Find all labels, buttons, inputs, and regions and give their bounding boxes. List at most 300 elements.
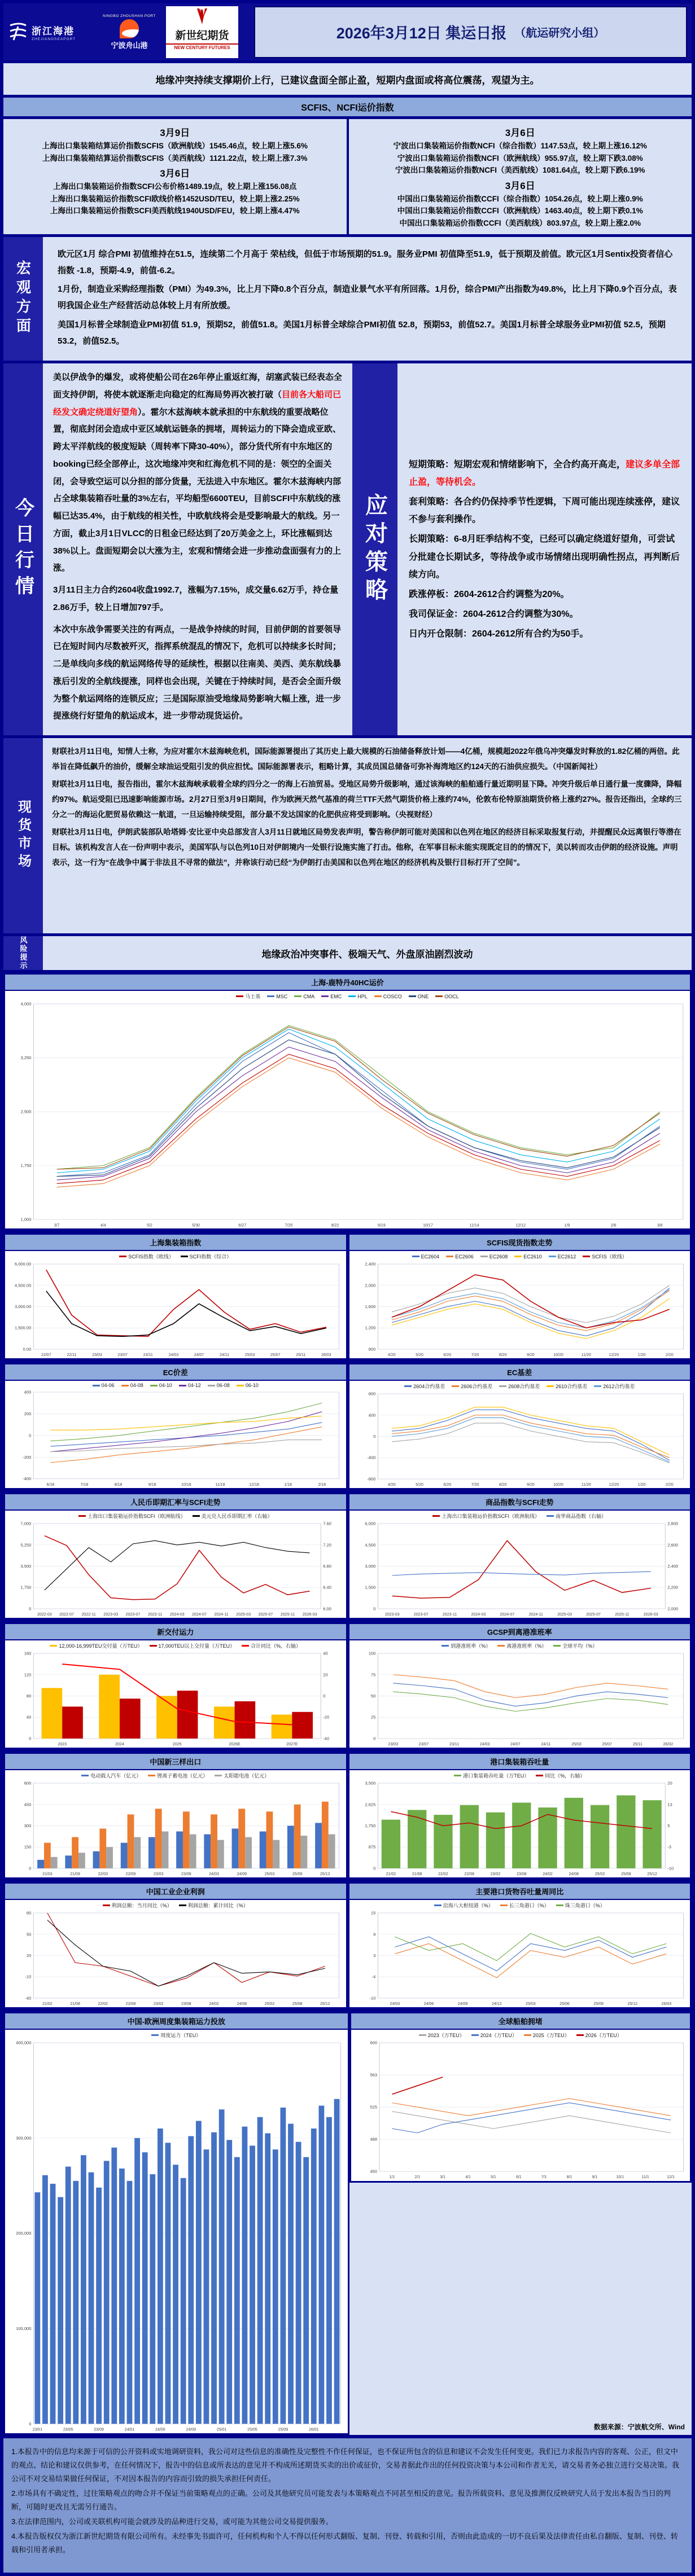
svg-text:2025-11: 2025-11 [280,1613,295,1617]
svg-text:24/09: 24/09 [457,2002,467,2007]
legend-item: EC2612 [549,1253,576,1260]
svg-text:525: 525 [370,2104,377,2110]
svg-text:2023-07: 2023-07 [413,1613,429,1617]
svg-text:400: 400 [24,1390,32,1395]
svg-text:7/20: 7/20 [471,1483,479,1487]
new-century-futures-name: 新世纪期货 [175,29,229,42]
legend-item: 利润总额：当月同比（%） [103,1902,172,1909]
legend-item: 南华商品指数（右轴） [547,1512,606,1520]
svg-text:21/03: 21/03 [42,1872,53,1877]
svg-text:450: 450 [24,1802,32,1807]
legend-item: 锂离子蓄电池（亿元） [148,1772,208,1779]
svg-text:2,625: 2,625 [364,1802,375,1807]
svg-text:5/2: 5/2 [147,1223,152,1228]
svg-text:11/20: 11/20 [581,1483,591,1487]
svg-text:1,500.00: 1,500.00 [14,1326,32,1331]
svg-text:0: 0 [373,1736,375,1741]
svg-text:3,500: 3,500 [20,1564,32,1569]
strategy-red-note: 建议多单全部止盈，等待机会。 [409,459,680,487]
svg-text:24/08: 24/08 [237,2002,247,2007]
svg-text:75: 75 [370,1672,375,1678]
legend-item: CMA [294,993,314,1000]
svg-text:24/01: 24/01 [124,2428,135,2432]
svg-text:1,750: 1,750 [20,1163,32,1169]
svg-text:2,400: 2,400 [364,1261,375,1267]
chart-row-5 [3,1622,692,1752]
legend-item: 到港准班率（%） [442,1642,491,1649]
svg-text:12/20: 12/20 [609,1483,619,1487]
legend-item: 04-06 [93,1383,115,1388]
svg-text:20: 20 [323,1672,328,1678]
chart-row-8-right [349,2012,692,2434]
macro-text: 欧元区1月 综合PMI 初值维持在51.5，连续第二个月高于 荣枯线，但低于市场预期的51.9。服务业PMI 初值降至51.9，低于预期及前值。欧元区1月Sentix投资者信心指数 -1.8，预期-4.9，前值-6.2。 1月份，制造业采购经理指数（PMI）为49.3%，比上月下降0.8个百分点，制造业景气水平有所回落。1月份，综合PMI产出指数为49.8%，比上月下降0.9个百分点，表明我国企业生产经营活动总体较上月有所放缓。 美国1月标普全球制造业PMI初值 51.9，预期52，前值51.8。美国1月标普全球综合PMI初值 52.8，预期53，前值52.7。美国1月标普全球服务业PMI初值 52.5，预期53.2，前值52.5。 [58,249,677,346]
svg-text:4/1: 4/1 [465,2175,471,2180]
svg-text:21/08: 21/08 [70,2002,80,2007]
svg-text:2,800: 2,800 [667,1521,678,1526]
svg-text:600: 600 [370,2040,377,2046]
spot-label: 现货市场 [3,738,43,933]
svg-text:6.00: 6.00 [323,1606,331,1612]
legend-item: 同比（%，右轴） [536,1772,585,1779]
svg-text:-10: -10 [25,1974,32,1980]
chart-plot [5,1520,346,1618]
svg-text:23/03: 23/03 [388,1743,398,1747]
logo-strip [8,6,238,58]
svg-text:40: 40 [323,1651,328,1656]
svg-text:160: 160 [24,1651,32,1656]
svg-text:563: 563 [370,2072,377,2078]
svg-text:2023-11: 2023-11 [442,1613,457,1617]
svg-text:25/11: 25/11 [632,1743,642,1747]
svg-text:6/27: 6/27 [238,1223,247,1228]
legend-item: SCFI指数（综合） [181,1253,232,1260]
svg-text:22/08: 22/08 [125,2002,136,2007]
zhejiang-seaport-logo: 浙江海港 ZHEJIANGSEAPORT [8,21,93,43]
svg-text:-40: -40 [25,1995,32,2001]
svg-text:2024-11: 2024-11 [214,1613,229,1617]
legend-item: 美元兑人民币即期汇率（右轴） [193,1512,273,1520]
svg-text:24/02: 24/02 [209,2002,219,2007]
svg-text:9/20: 9/20 [526,1483,535,1487]
chart-plot [349,1650,690,1748]
spot-market-section [3,738,692,936]
svg-text:25/01: 25/01 [216,2428,227,2432]
svg-text:15: 15 [370,1910,375,1916]
svg-text:2,400: 2,400 [667,1564,678,1569]
svg-text:2/1: 2/1 [414,2175,420,2180]
svg-text:25/09: 25/09 [292,1872,303,1877]
svg-text:2024-03: 2024-03 [471,1613,486,1617]
svg-text:9/1: 9/1 [592,2175,597,2180]
page-title: 2026年3月12日 集运日报 [336,25,507,42]
svg-text:3/6: 3/6 [657,1223,663,1228]
svg-text:50: 50 [26,1932,32,1937]
svg-text:25: 25 [370,1715,375,1721]
svg-text:25/03: 25/03 [525,2002,536,2007]
svg-text:25/02: 25/02 [264,2002,275,2007]
svg-text:0: 0 [373,1606,375,1612]
svg-text:5,250: 5,250 [20,1542,32,1548]
svg-text:2024-07: 2024-07 [192,1613,207,1617]
svg-text:6,000: 6,000 [364,1521,375,1526]
svg-text:7/25: 7/25 [285,1223,293,1228]
chart-global-ship-congestion: 全球船舶拥堵 2023（万TEU） 2024（万TEU） 2025（万TEU） 2026（万TEU） 600 563 525 488 450 1/1 2/1 3/1 4/1 5/1 6/1 7/1 8/1 9/1 10/1 11/1 12/1 [349,2012,692,2182]
disclaimer: 1.本报告中的信息均来源于可信的公开资料或实地调研资料，我公司对这些信息的准确性及完整性不作任何保证，也不保证所包含的信息和建议不会发生任何变更。我们已力求报告内容的客观、公正，但文中的观点、结论和建议仅供参考，在任何情况下，报告中的信息或所表达的意见并不构成所述期货买卖的出价或征价，交易者据此作出的任何投资决策与本公司和作者无关，请交易者务必独立进行交易决策。我公司不对交易结果做任何保证，不对因本报告的内容而引致的损失承担任何责任。 2.市场具有不确定性，过往策略观点的吻合并不保证当前策略观点的正确。公司及其他研究员可能发表与本策略观点不同甚至相反的意见。报告所载资料、意见及推测仅反映研究人员于发出本报告当日的判断，可随时更改且无需另行通告。 3.在法律范围内，公司或关联机构可能会就涉及的品种进行交易，或可能为其他公司交易提供服务。 4.本报告版权仅为浙江新世纪期货有限公司所有。未经事先书面许可，任何机构和个人不得以任何形式翻版、复制、刊登、转载和引用，否则由此造成的一切不良后果及法律责任由私自翻版、复制、刊登、转载和引用者承担。 [3,2435,692,2573]
svg-text:24/03: 24/03 [168,1353,179,1358]
svg-text:4,000: 4,000 [20,1001,32,1007]
legend-item: EC2604 [412,1253,440,1260]
svg-text:25/02: 25/02 [595,1872,605,1877]
svg-text:2022-11: 2022-11 [81,1613,96,1617]
legend-item: OOCL [435,993,459,1000]
legend-item: 2023（万TEU） [419,2031,465,2039]
svg-text:6/1: 6/1 [515,2175,522,2180]
svg-text:2026-03: 2026-03 [302,1613,317,1617]
svg-text:6.80: 6.80 [323,1564,331,1569]
chart-legend [351,2030,690,2039]
chart-plot [349,1261,690,1358]
svg-text:21/02: 21/02 [386,1872,396,1877]
chart-shanghai-container-index: 上海集装箱指数 SCFIS指数（欧线） SCFI指数（综合） 6,000.00 4,500.00 3,000.00 1,500.00 0.00 22/07 22/11 23/03 23/07 23/11 24/03 24/07 24/11 25/03 25/07 25/11 26/03 [3,1233,348,1360]
svg-text:5: 5 [667,1823,670,1829]
svg-text:-3: -3 [667,1845,671,1850]
svg-text:450: 450 [370,2169,377,2175]
svg-text:3: 3 [373,1953,375,1959]
chart-legend [349,1511,690,1520]
svg-text:1/20: 1/20 [637,1483,645,1487]
svg-text:9/18: 9/18 [148,1482,156,1487]
page-subtitle: （航运研究小组） [514,27,605,40]
svg-text:0: 0 [29,1736,32,1741]
legend-item: 太阳能电池（亿元） [215,1772,269,1779]
svg-text:2024-03: 2024-03 [169,1613,185,1617]
chart-new-capacity: 新交付运力 12,000-16,999TEU交付量（万TEU） 17,000TEU以上交付量（万TEU） 合计同比（%，右轴） 160 40 120 20 80 0 40 -20 0 -40 2023 2024 2025 2026E 2027E [3,1622,348,1749]
svg-text:0: 0 [29,1433,32,1438]
svg-text:10/20: 10/20 [553,1353,563,1358]
svg-text:6,000.00: 6,000.00 [14,1261,32,1267]
svg-text:11/18: 11/18 [215,1482,225,1487]
svg-text:-800: -800 [366,1476,375,1482]
svg-text:0: 0 [373,1434,375,1440]
svg-text:24/11: 24/11 [219,1353,230,1358]
svg-text:23/05: 23/05 [63,2428,73,2432]
chart-legend [5,1640,346,1650]
svg-text:23/07: 23/07 [117,1353,128,1358]
chart-plot [349,1520,690,1618]
svg-text:25/03: 25/03 [244,1353,255,1358]
svg-text:2024-11: 2024-11 [528,1613,543,1617]
svg-text:2/20: 2/20 [665,1483,674,1487]
legend-item: 合计同比（%，右轴） [242,1642,301,1649]
svg-text:10/18: 10/18 [181,1482,191,1487]
svg-text:6.40: 6.40 [323,1585,331,1591]
svg-text:400,000: 400,000 [16,2040,32,2046]
legend-item: 2610合约基差 [547,1383,587,1390]
chart-commodity-scfi: 商品指数与SCFI走势 上海出口集装箱运价指数SCFI（欧洲航线） 南华商品指数（右轴） 6,000 2,800 4,500 2,600 3,000 2,400 1,500 2,200 0 2,000 2023-03 2023-07 2023-11 2024-03 2024-07 2024-11 2025-03 2025-07 2025-11 2026-03 [348,1493,692,1620]
svg-text:1,750: 1,750 [20,1585,32,1591]
chart-plot [349,1910,690,2007]
chart-legend [349,1640,690,1650]
chart-gcsp-schedule-reliability: GCSP到离港准班率 到港准班率（%） 离港准班率（%） 全球平均（%） 100 75 50 25 0 23/03 23/07 23/11 24/03 24/07 24/11 25/03 25/07 25/11 26/02 [348,1622,692,1749]
svg-text:-40: -40 [323,1736,330,1741]
svg-text:11/14: 11/14 [469,1223,479,1228]
svg-text:-200: -200 [23,1455,32,1460]
chart-scfis-spot-trend: SCFIS现货指数走势 EC2604 EC2606 EC2608 EC2610 EC2612 SCFIS（欧线） 2,400 2,000 1,600 1,200 800 4/20 5/20 6/20 7/20 8/20 9/20 10/20 11/20 12/20 1/20 2/20 [348,1233,692,1360]
svg-text:25/08: 25/08 [292,2002,303,2007]
svg-text:24/12: 24/12 [491,2002,502,2007]
legend-item: 2612合约基差 [594,1383,635,1390]
svg-text:25/12: 25/12 [320,2002,330,2007]
legend-item: 上海出口集装箱运价指数SCFI（欧洲航线） [432,1512,540,1520]
svg-text:488: 488 [370,2137,377,2143]
chart-row-7 [3,1882,692,2012]
svg-text:22/09: 22/09 [125,1872,136,1877]
chart-legend [5,1381,346,1389]
legend-item: 离港准班率（%） [497,1642,547,1649]
svg-text:7/18: 7/18 [80,1482,89,1487]
svg-text:1/18: 1/18 [284,1482,292,1487]
svg-text:0: 0 [29,1866,32,1871]
legend-item: SCFIS（欧线） [583,1253,627,1260]
svg-text:10/1: 10/1 [616,2175,624,2180]
legend-item: 沿海八大枢纽港（%） [434,1902,493,1909]
svg-text:24/03: 24/03 [479,1743,489,1747]
svg-text:5/20: 5/20 [415,1353,423,1358]
svg-text:-20: -20 [323,1715,330,1721]
svg-text:10/17: 10/17 [423,1223,433,1228]
svg-text:24/11: 24/11 [540,1743,550,1747]
svg-text:875: 875 [368,1845,375,1850]
svg-text:-400: -400 [23,1476,32,1482]
svg-text:24/09: 24/09 [237,1872,247,1877]
svg-text:5/1: 5/1 [490,2175,496,2180]
svg-text:23/09: 23/09 [94,2428,104,2432]
svg-text:22/02: 22/02 [438,1872,448,1877]
svg-text:10/20: 10/20 [553,1483,563,1487]
legend-item: SCFIS指数（欧线） [119,1253,174,1260]
svg-text:8/18: 8/18 [114,1482,123,1487]
svg-text:2025-07: 2025-07 [258,1613,273,1617]
svg-text:12/12: 12/12 [515,1223,526,1228]
chart-row-6 [3,1752,692,1882]
svg-text:22/07: 22/07 [41,1353,51,1358]
chart-row-1 [3,973,692,1233]
chart-row-3 [3,1363,692,1493]
svg-text:80: 80 [26,1910,32,1916]
svg-text:2023: 2023 [58,1743,67,1747]
svg-text:7/1: 7/1 [541,2175,547,2180]
chart-row-8 [3,2012,692,2434]
legend-item: 长三角港口（%） [500,1902,549,1909]
chart-shanghai-rotterdam-40hc: 上海-鹿特丹40HC运价 马士基 MSC CMA EMC HPL COSCO ONE OOCL 4,000 3,250 2,500 1,750 1,000 3/7 4/4 5/2 5/30 6/27 7/25 8/22 9/19 10/17 11/14 12/12 1/9 2/6 3/6 [3,973,692,1230]
svg-text:40: 40 [26,1715,32,1721]
legend-item: ONE [409,993,429,1000]
chart-ec-spread: EC价差 04-06 04-08 04-10 04-12 06-08 06-10 400 200 0 -200 -400 6/18 7/18 8/18 9/18 10/18 11/18 12/18 1/18 2/18 [3,1363,348,1490]
svg-text:0: 0 [373,1866,375,1871]
legend-item: EC2608 [480,1253,508,1260]
chart-legend [5,1770,346,1780]
chart-legend [5,991,690,1000]
legend-item: EMC [321,993,342,1000]
legend-item: 04-08 [121,1383,143,1388]
risk-label: 风险提示 [3,936,43,970]
index-section-title: SCFIS、NCFI运价指数 [3,98,692,119]
chart-port-cargo-weekly-yoy: 主要港口货物吞吐量周同比 沿海八大枢纽港（%） 长三角港口（%） 珠三角港口（%） 15 9 3 -4 -10 24/03 24/06 24/09 24/12 25/03 25/06 25/09 25/12 26/03 [348,1882,692,2009]
svg-text:23/03: 23/03 [153,1872,164,1877]
today-text: 美以伊战争的爆发，或将使船公司在26年停止重返红海，胡塞武装已经表态全面支持伊朗，将使本就逐渐走向稳定的红海局势再次被打破（目前各大船司已经发文确定绕道好望角）。霍尔木兹海峡本就承担的中东航线的重要战略位置，彻底封闭会造成中亚区域航运链条的拥堵，周转运力的下降会造成亚欧、跨太平洋航线的极度短缺（周转率下降30-40%），部分货代所有中东地区的booking已经全部停止，这次地缘冲突和红海危机不同的是：领空的全面关闭，会导致空运可以分担的部分货量，无法进入中东地区。霍尔木兹海峡内部占全球集装箱吞吐量的3%左右，平均船型6600TEU，目前SCFI中东航线的涨幅已达35.4%，由于航线的相关性，中欧航线将会是受影响最大的航线。另一方面，截止3月1日VLCC的日租金已经达到了20万美金之上，环比涨幅到达38%以上。盘面短期会以大涨为主，宏观和情绪会进一步推动盘面强有力的上涨。 3月11日主力合约2604收盘1992.7，涨幅为7.15%，成交量6.62万手，持仓量2.86万手，较上日增加797手。 本次中东战争需要关注的有两点，一是战争持续的时间，目前伊朗的首要领导已在短时间内尽数被歼灭，指挥系统混乱的情况下，危机可以持续多长时间；二是单线向多线的航运网络传导的延续性，根据以往南美、美西、美东航线暴涨后引发的全航线提涨，同样也会出现，关键在于持续时间，是否会全面升级为整个航运网络的连锁反应；三是国际原油受地缘局势影响大幅上涨，进一步提涨绕行好望角的航运成本，进一步带动现货运价。 [53,372,342,721]
svg-text:2023-11: 2023-11 [147,1613,163,1617]
svg-text:400: 400 [368,1412,375,1418]
legend-item: HPL [348,993,368,1000]
svg-text:300: 300 [24,1823,32,1829]
chart-plot [349,1390,690,1488]
svg-text:2,000: 2,000 [667,1606,678,1612]
legend-item: EC2610 [514,1253,542,1260]
svg-text:23/02: 23/02 [490,1872,500,1877]
svg-text:23/07: 23/07 [418,1743,429,1747]
svg-text:2023-03: 2023-03 [103,1613,119,1617]
ncfi-ccfi-index-panel: 3月6日 宁波出口集装箱运价指数NCFI（综合指数）1147.53点，较上期上涨16.12% 宁波出口集装箱运价指数NCFI（欧洲航线）955.97点，较上期下跌3.08% 宁波出口集装箱运价指数NCFI（美西航线）1081.64点，较上期下跌6.19% 3月6日 中国出口集装箱运价指数CCFI（综合指数）1054.26点，较上期上涨0.9% 中国出口集装箱运价指数CCFI（欧洲航线）1463.40点，较上期下跌0.1% 中国出口集装箱运价指数CCFI（美西航线）803.97点，较上期上涨2.0% [349,119,692,234]
svg-text:2023-07: 2023-07 [125,1613,141,1617]
svg-text:23/11: 23/11 [143,1353,153,1358]
svg-text:1,500: 1,500 [364,1585,375,1591]
svg-text:11/20: 11/20 [581,1353,591,1358]
svg-text:4/20: 4/20 [387,1483,396,1487]
svg-text:12/18: 12/18 [249,1482,259,1487]
legend-item: 2025（万TEU） [524,2031,570,2039]
legend-item: 上海出口集装箱运价指数SCFI（欧洲航线） [78,1512,186,1520]
chart-legend [5,1511,346,1520]
legend-item: 06-08 [208,1383,230,1388]
svg-text:20: 20 [667,1780,672,1786]
chart-plot [5,2039,348,2433]
svg-text:2,500: 2,500 [20,1109,32,1114]
svg-text:3/1: 3/1 [439,2175,445,2180]
svg-text:12/1: 12/1 [666,2175,675,2180]
svg-text:4,500.00: 4,500.00 [14,1283,32,1288]
svg-text:200,000: 200,000 [16,2231,32,2236]
svg-text:23/09: 23/09 [181,1872,191,1877]
chart-legend [5,1251,346,1261]
svg-text:2025: 2025 [172,1743,182,1747]
svg-text:1,200: 1,200 [364,1326,375,1331]
report-header [3,3,692,63]
chart-plot [5,1389,346,1488]
legend-item: 全球平均（%） [553,1642,597,1649]
chart-plot [5,1000,690,1228]
spot-text: 财联社3月11日电，知情人士称，为应对霍尔木兹海峡危机，国际能源署提出了其历史上最大规模的石油储备释放计划——4亿桶，规模超2022年俄乌冲突爆发时释放的1.82亿桶的两倍。此举旨在降低飙升的油价，缓解全球油运受阻引发的供应担忧。国际能源署表示，粗略计算，其成员国总储备可弥补海湾地区约124天的石油供应损失。（中国新闻社） 财联社3月11日电，报告指出，霍尔木兹海峡承载着全球约四分之一的海上石油贸易。受地区局势升级影响，通过该海峡的船舶通行量近期明显下降。冲突升级后单日通行量一度骤降，降幅约97%。航运受阻已迅速影响能源市场。2月27日至3月9日期间，作为欧洲天然气基准的荷兰TTF天然气期货价格上涨约74%，伦敦布伦特原油期货价格上涨约27%。报告还指出，全球约三分之一的海运化肥贸易依赖这一航道，一旦运输持续受阻，部分最不发达国家的化肥供应将受到影响。（央视财经） 财联社3月11日电，伊朗武装部队哈塔姆·安比亚中央总部发言人3月11日就地区局势发表声明，警告称伊朗可能对美国和以色列在地区的经济目标采取报复行动，并提醒民众远离银行等潜在目标。该机构发言人在一份声明中表示，美国军队与以色列10日对伊朗境内一处银行设施实施了打击。他称，在军事目标未能实现既定目的的情况下，美以转而攻击伊朗的经济设施。声明表示，这一行为“在战争中属于非法且不寻常的做法”，并称该行动已经“为伊朗打击美国和以色列在地区的经济机构及银行目标打开了空间”。 [52,747,682,867]
svg-text:4/20: 4/20 [387,1353,396,1358]
legend-item: 2024（万TEU） [471,2031,517,2039]
svg-text:7.20: 7.20 [323,1542,331,1548]
svg-text:2024-07: 2024-07 [499,1613,514,1617]
svg-text:9/20: 9/20 [526,1353,535,1358]
svg-text:21/02: 21/02 [42,2002,53,2007]
index-date: 3月6日 [160,168,190,179]
svg-text:12/20: 12/20 [609,1353,619,1358]
svg-text:1,000: 1,000 [20,1217,32,1222]
legend-item: MSC [267,993,287,1000]
index-date: 3月6日 [505,180,535,191]
svg-text:800: 800 [368,1391,375,1397]
macro-label: 宏观方面 [3,237,43,361]
svg-text:25/09: 25/09 [278,2428,289,2432]
chart-legend [5,1900,346,1910]
chart-legend [349,1381,690,1390]
chart-legend [349,1900,690,1910]
zhejiang-seaport-name: 浙江海港 [32,25,75,37]
svg-text:1/9: 1/9 [564,1223,570,1228]
chart-port-container-throughput: 港口集装箱吞吐量 港口集装箱吞吐量（万TEU） 同比（%，右轴） 3,500 20 2,625 13 1,750 5 875 -3 0 -10 21/02 21/08 22/02 22/08 23/02 23/08 24/02 24/08 25/02 25/08 25/12 [348,1752,692,1879]
legend-item: 2608合约基差 [499,1383,540,1390]
svg-text:-10: -10 [667,1866,674,1871]
svg-text:-4: -4 [371,1974,375,1980]
svg-text:2025-03: 2025-03 [557,1613,572,1617]
svg-text:2022-03: 2022-03 [37,1613,52,1617]
svg-text:-400: -400 [366,1455,375,1461]
svg-text:150: 150 [24,1845,32,1850]
svg-text:2022-07: 2022-07 [59,1613,74,1617]
svg-text:100,000: 100,000 [16,2326,32,2332]
legend-item: 电动载人汽车（亿元） [81,1772,141,1779]
svg-text:-10: -10 [369,1995,375,2001]
svg-text:4,500: 4,500 [364,1542,375,1548]
macro-section [3,237,692,364]
svg-text:24/08: 24/08 [568,1872,579,1877]
legend-item: 2026（万TEU） [576,2031,622,2039]
svg-text:11/1: 11/1 [641,2175,649,2180]
svg-text:2,600: 2,600 [667,1542,678,1548]
svg-text:22/11: 22/11 [67,1353,77,1358]
svg-text:6/20: 6/20 [443,1483,451,1487]
legend-item: 周度运力（TEU） [151,2031,201,2039]
svg-text:25/03: 25/03 [571,1743,582,1747]
svg-text:120: 120 [24,1672,32,1678]
svg-text:8/1: 8/1 [566,2175,572,2180]
svg-text:800: 800 [368,1346,375,1352]
svg-text:25/06: 25/06 [559,2002,570,2007]
svg-text:2025-07: 2025-07 [585,1613,601,1617]
legend-item: 04-10 [150,1383,172,1388]
chart-china-new-three-exports: 中国新三样出口 电动载人汽车（亿元） 锂离子蓄电池（亿元） 太阳能电池（亿元） 600 450 300 150 0 21/03 21/09 22/03 22/09 23/03 23/09 24/03 24/09 25/03 25/09 25/12 [3,1752,348,1879]
svg-text:25/12: 25/12 [627,2002,637,2007]
svg-text:7/20: 7/20 [471,1353,479,1358]
svg-text:25/12: 25/12 [646,1872,657,1877]
svg-text:3,000.00: 3,000.00 [14,1304,32,1310]
svg-text:23/03: 23/03 [92,1353,102,1358]
svg-text:23/08: 23/08 [516,1872,527,1877]
index-date: 3月6日 [505,128,535,138]
red-note: 目前各大船司已经发文确定绕道好望角 [53,389,342,417]
spacer [349,2183,692,2419]
legend-item: 2604合约基差 [404,1383,445,1390]
svg-text:2026-03: 2026-03 [643,1613,658,1617]
chart-legend [349,1770,690,1780]
svg-text:0: 0 [29,1606,32,1612]
svg-text:6/20: 6/20 [443,1353,451,1358]
chart-ec-basis: EC基差 2604合约基差 2606合约基差 2608合约基差 2610合约基差 2612合约基差 800 400 0 -400 -800 4/20 5/20 6/20 7/20 8/20 9/20 10/20 11/20 12/20 1/20 2/20 [348,1363,692,1490]
index-table [3,119,692,237]
svg-text:1,750: 1,750 [364,1823,375,1829]
svg-text:25/12: 25/12 [320,1872,330,1877]
svg-text:25/07: 25/07 [601,1743,612,1747]
data-source-note: 数据来源：宁波航交所、Wind [349,2419,692,2435]
svg-text:300,000: 300,000 [16,2135,32,2141]
svg-text:2024: 2024 [115,1743,124,1747]
svg-text:1/20: 1/20 [637,1353,645,1358]
ningbo-zhoushan-port-logo: NINGBO ZHOUSHAN PORT 宁波舟山港 [103,14,156,50]
svg-text:22/03: 22/03 [98,1872,108,1877]
